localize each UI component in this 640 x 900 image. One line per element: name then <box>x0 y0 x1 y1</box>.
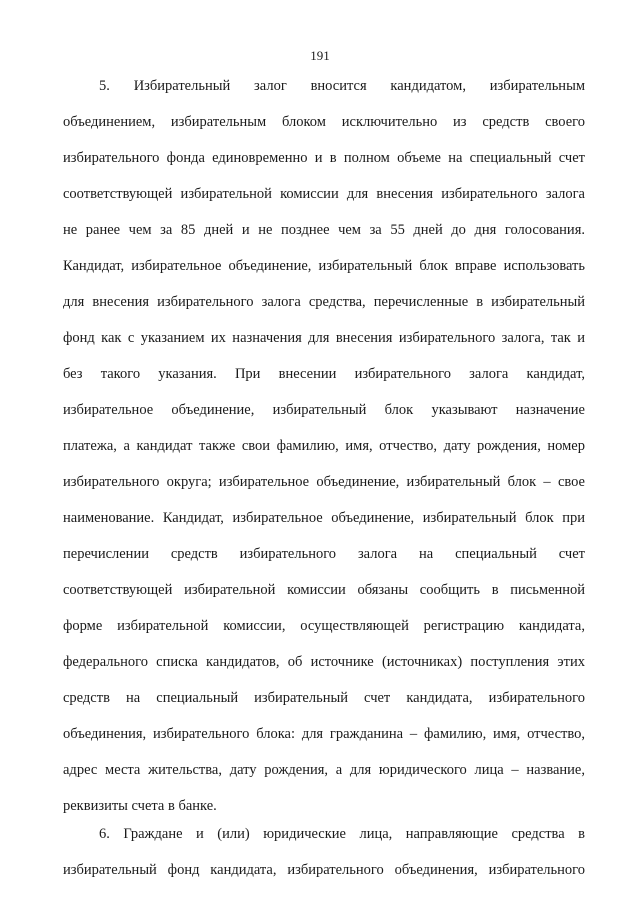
text-line: реквизиты счета в банке. <box>63 798 217 814</box>
text-line: платежа, а кандидат также свои фамилию, имя, отчество, дату рождения, номер <box>63 438 585 454</box>
text-line: адрес места жительства, дату рождения, а для юридического лица – название, <box>63 762 585 778</box>
text-line: соответствующей избирательной комиссии обязаны сообщить в письменной <box>63 582 585 598</box>
text-line: избирательного фонда единовременно и в полном объеме на специальный счет <box>63 150 585 166</box>
text-line: избирательное объединение, избирательный блок указывают назначение <box>63 402 585 418</box>
text-line: перечислении средств избирательного залога на специальный счет <box>63 546 585 562</box>
text-line: избирательный фонд кандидата, избирательного объединения, избирательного <box>63 862 585 878</box>
paragraph-6 <box>63 816 585 888</box>
text-line: без такого указания. При внесении избирательного залога кандидат, <box>63 366 585 382</box>
text-line: объединения, избирательного блока: для гражданина – фамилию, имя, отчество, <box>63 726 585 742</box>
text-line: объединением, избирательным блоком исключительно из средств своего <box>63 114 585 130</box>
text-line: наименование. Кандидат, избирательное объединение, избирательный блок при <box>63 510 585 526</box>
text-line: соответствующей избирательной комиссии для внесения избирательного залога <box>63 186 585 202</box>
text-line: 5. Избирательный залог вносится кандидатом, избирательным <box>99 78 585 94</box>
text-line: не ранее чем за 85 дней и не позднее чем за 55 дней до дня голосования. <box>63 222 585 238</box>
text-line: форме избирательной комиссии, осуществляющей регистрацию кандидата, <box>63 618 585 634</box>
page-number: 191 <box>310 48 330 63</box>
paragraph-5 <box>63 68 585 824</box>
text-line: 6. Граждане и (или) юридические лица, направляющие средства в <box>99 826 585 842</box>
text-line: федерального списка кандидатов, об источнике (источниках) поступления этих <box>63 654 585 670</box>
text-line: избирательного округа; избирательное объединение, избирательный блок – свое <box>63 474 585 490</box>
text-line: фонд как с указанием их назначения для внесения избирательного залога, так и <box>63 330 585 346</box>
text-line: для внесения избирательного залога средства, перечисленные в избирательный <box>63 294 585 310</box>
text-line: средств на специальный избирательный счет кандидата, избирательного <box>63 690 585 706</box>
text-line: Кандидат, избирательное объединение, избирательный блок вправе использовать <box>63 258 585 274</box>
